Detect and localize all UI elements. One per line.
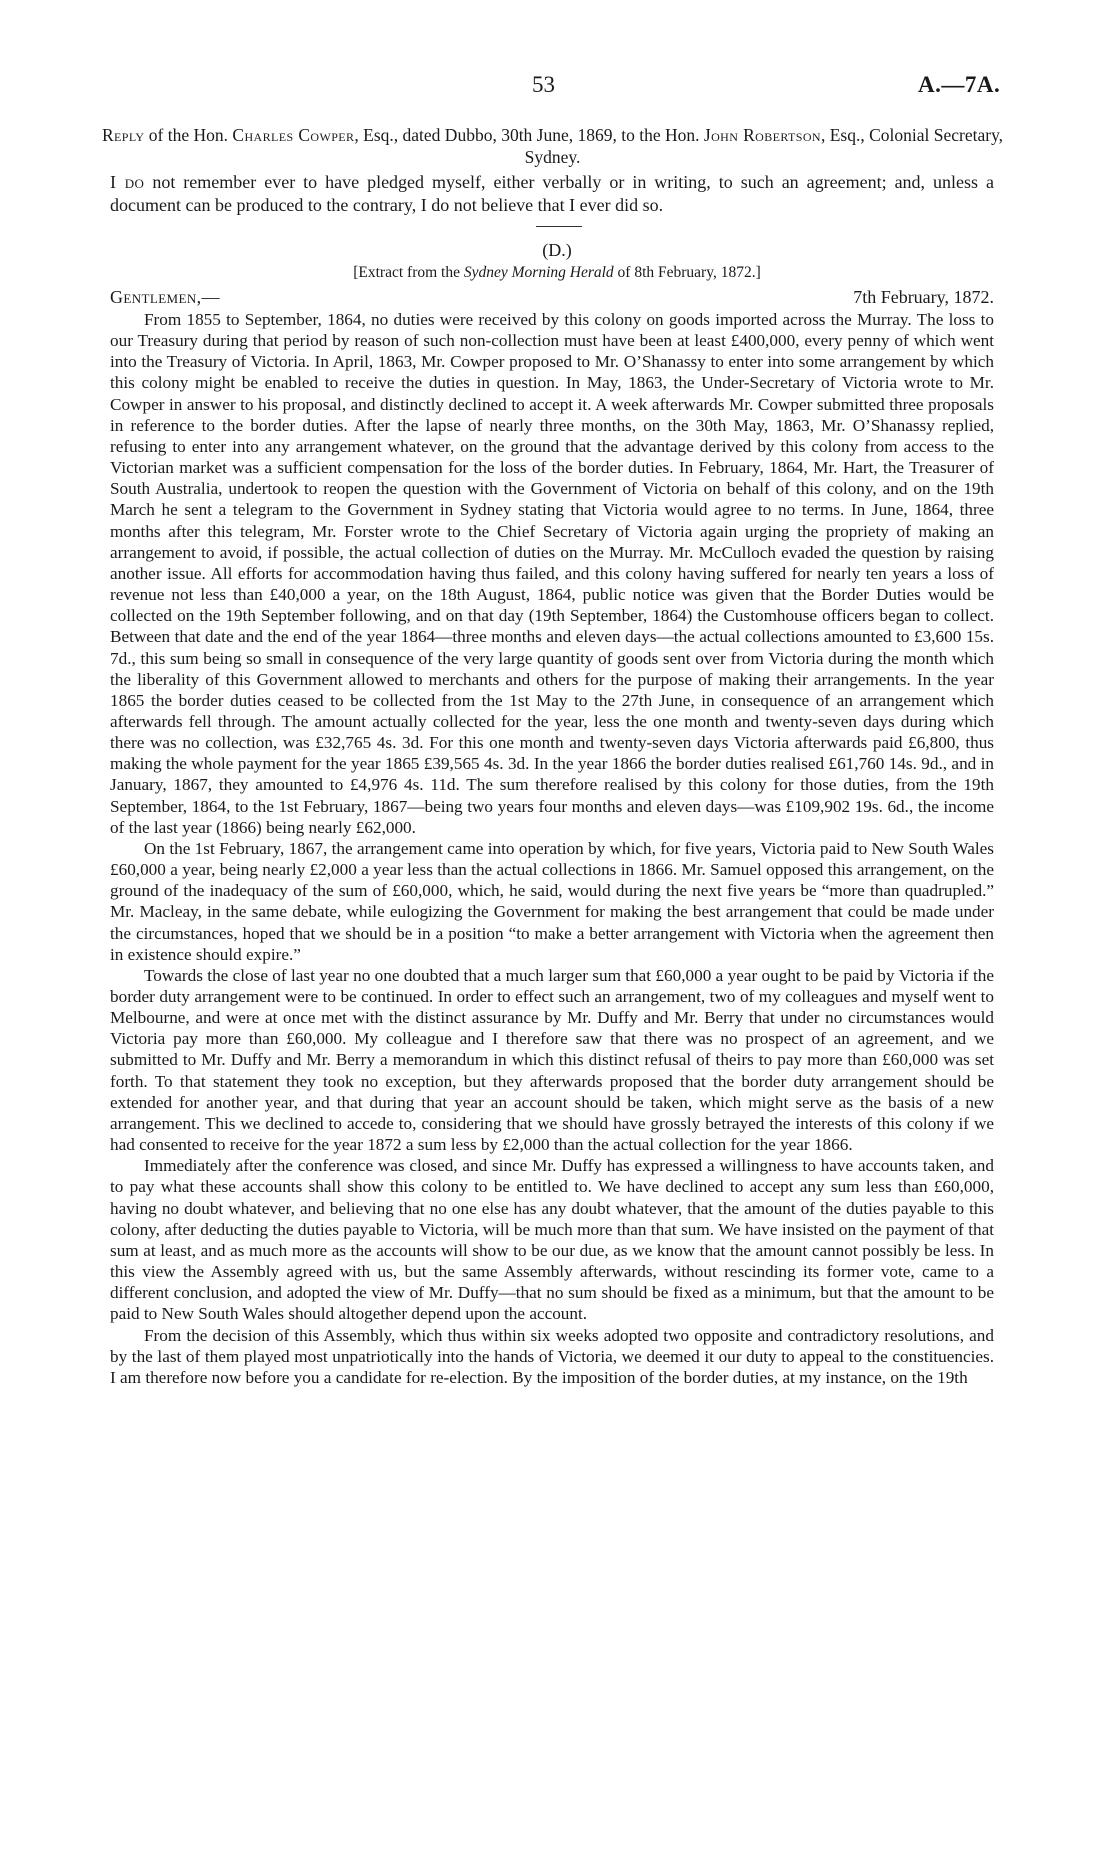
source-note-text: [Extract from the: [353, 264, 464, 281]
paragraph: Towards the close of last year no one doubted that a much larger sum that £60,000 a year ought to be paid by Victoria if the border duty arrangement were to be continued. In order to effect such an arrangement, two of my colleagues and myself went to Melbourne, and were at once met with the distinct assurance by Mr. Duffy and Mr. Berry that under no circumstances would Victoria pay more than £60,000. My colleague and I therefore saw that there was no prospect of an agreement, and we submitted to Mr. Duffy and Mr. Berry a memorandum in which this distinct refusal of theirs to pay more than £60,000 was set forth. To that statement they took no exception, but they afterwards proposed that the border duty arrangement should be extended for another year, and that during that year an account should be taken, which might serve as the basis of a new arrangement. This we declined to accede to, considering that we should have grossly betrayed the interests of this colony if we had consented to receive for the year 1872 a sum less by £2,000 than the actual collection for the year 1866.: [110, 965, 994, 1155]
reply-heading-sender: Charles Cowper: [232, 125, 355, 145]
reply-heading-text: , Esq., Colonial Secretary, Sydney.: [524, 125, 1004, 167]
paragraph: From 1855 to September, 1864, no duties were received by this colony on goods imported across the Murray. The loss to our Treasury during that period by reason of such non-collection must have been at least £400,000, every penny of which went into the Treasury of Victoria. In April, 1863, Mr. Cowper proposed to Mr. O’Shanassy to enter into some arrangement by which this colony might be enabled to receive the duties in question. In May, 1863, the Under-Secretary of Victoria wrote to Mr. Cowper in answer to his proposal, and distinctly declined to accept it. A week afterwards Mr. Cowper submitted three proposals in reference to the border duties. After the lapse of nearly three months, on the 30th May, 1863, Mr. O’Shanassy replied, refusing to enter into any arrangement whatever, on the ground that the advantage derived by this colony from access to the Victorian market was a sufficient compensation for the loss of the border duties. In February, 1864, Mr. Hart, the Treasurer of South Australia, undertook to reopen the question with the Government of Victoria on behalf of this colony, and on the 19th March he sent a telegram to the Government in Sydney stating that Victoria would agree to no terms. In June, 1864, three months after this telegram, Mr. Forster wrote to the Chief Secretary of Victoria again urging the propriety of making an arrangement to avoid, if possible, the actual collection of duties on the Murray. Mr. McCulloch evaded the question by raising another issue. All efforts for accommodation having thus failed, and this colony having suffered for nearly ten years a loss of revenue not less than £40,000 a year, on the 18th August, 1864, public notice was given that the Border Duties would be collected on the 19th September following, and on that day (19th September, 1864) the Customhouse officers began to collect. Between that date and the end of the year 1864—three months and eleven days—the actual collections amounted to £3,600 15s. 7d., this sum being so small in consequence of the very large quantity of goods sent over from Victoria during the month which the liberality of this Government allowed to merchants and others for the purpose of making their arrangements. In the year 1865 the border duties ceased to be collected from the 1st May to the 27th June, in consequence of an arrangement which afterwards fell through. The amount actually collected for the year, less the one month and twenty-seven days during which there was no collection, was £32,765 4s. 3d. For this one month and twenty-seven days Victoria afterwards paid £6,800, thus making the whole payment for the year 1865 £39,565 4s. 3d. In the year 1866 the border duties realised £61,760 14s. 9d., and in January, 1867, they amounted to £4,976 4s. 11d. The sum therefore realised by this colony for those duties, from the 19th September, 1864, to the 1st February, 1867—being two years four months and eleven days—was £109,902 19s. 6d., the income of the last year (1866) being nearly £62,000.: [110, 310, 994, 837]
page-number: 53: [532, 72, 555, 97]
paragraph: Immediately after the conference was closed, and since Mr. Duffy has expressed a willingness to have accounts taken, and to pay what these accounts shall show this colony to be entitled to. We have declined to accept any sum less than £60,000, having no doubt whatever, and believing that no one else has any doubt whatever, that the amount of the duties payable to this colony, after deducting the duties payable to Victoria, will be much more than that sum. We have insisted on the payment of that sum at least, and as much more as the accounts will show to be our due, as we know that the amount cannot possibly be less. In this view the Assembly agreed with us, but the same Assembly afterwards, without rescinding its former vote, came to a different conclusion, and adopted the view of Mr. Duffy—that no sum should be fixed as a minimum, but that the amount to be paid to New South Wales should altogether depend upon the account.: [110, 1156, 994, 1324]
section-label: (D.): [542, 240, 572, 260]
reply-heading-text: of the Hon.: [144, 125, 233, 145]
letter-date: 7th February, 1872.: [853, 287, 994, 307]
reply-heading-text: , Esq., dated Dubbo, 30th June, 1869, to the Hon.: [354, 125, 704, 145]
reply-heading: [100, 124, 1005, 168]
paragraph: On the 1st February, 1867, the arrangement came into operation by which, for five years, Victoria paid to New South Wales £60,000 a year, being nearly £2,000 a year less than the actual collections in 1866. Mr. Samuel opposed this arrangement, on the ground of the inadequacy of the sum of £60,000, which, he said, would during the next five years be “more than quadrupled.” Mr. Macleay, in the same debate, while eulogizing the Government for making the best arrangement that could be made under the circumstances, hoped that we should be in a position “to make a better arrangement with Victoria when the agreement then in existence should expire.”: [110, 838, 994, 964]
letter-opening: [110, 287, 994, 309]
salutation: Gentlemen,—: [110, 287, 220, 307]
document-reference: A.—7A.: [918, 72, 1001, 97]
paragraph: From the decision of this Assembly, which thus within six weeks adopted two opposite and contradictory resolutions, and by the last of them played most unpatriotically into the hands of Victoria, we deemed it our duty to appeal to the constituencies. I am therefore now before you a candidate for re-election. By the imposition of the border duties, at my instance, on the 19th: [110, 1325, 994, 1387]
reply-lead: I do: [110, 172, 145, 192]
source-note: [0, 264, 1114, 282]
section-divider: [536, 226, 582, 227]
newspaper-title: Sydney Morning Herald: [463, 264, 614, 281]
source-note-text: of 8th February, 1872.]: [613, 264, 761, 281]
reply-heading-recipient: John Robertson: [703, 125, 821, 145]
reply-heading-word: Reply: [101, 125, 145, 145]
page-header: [0, 72, 1114, 102]
reply-body: [110, 171, 994, 217]
letter-body: [110, 309, 994, 1388]
reply-text: not remember ever to have pledged myself, either verbally or in writing, to such an agreement; and, unless a document can be produced to the contrary, I do not believe that I ever did so.: [110, 172, 994, 215]
